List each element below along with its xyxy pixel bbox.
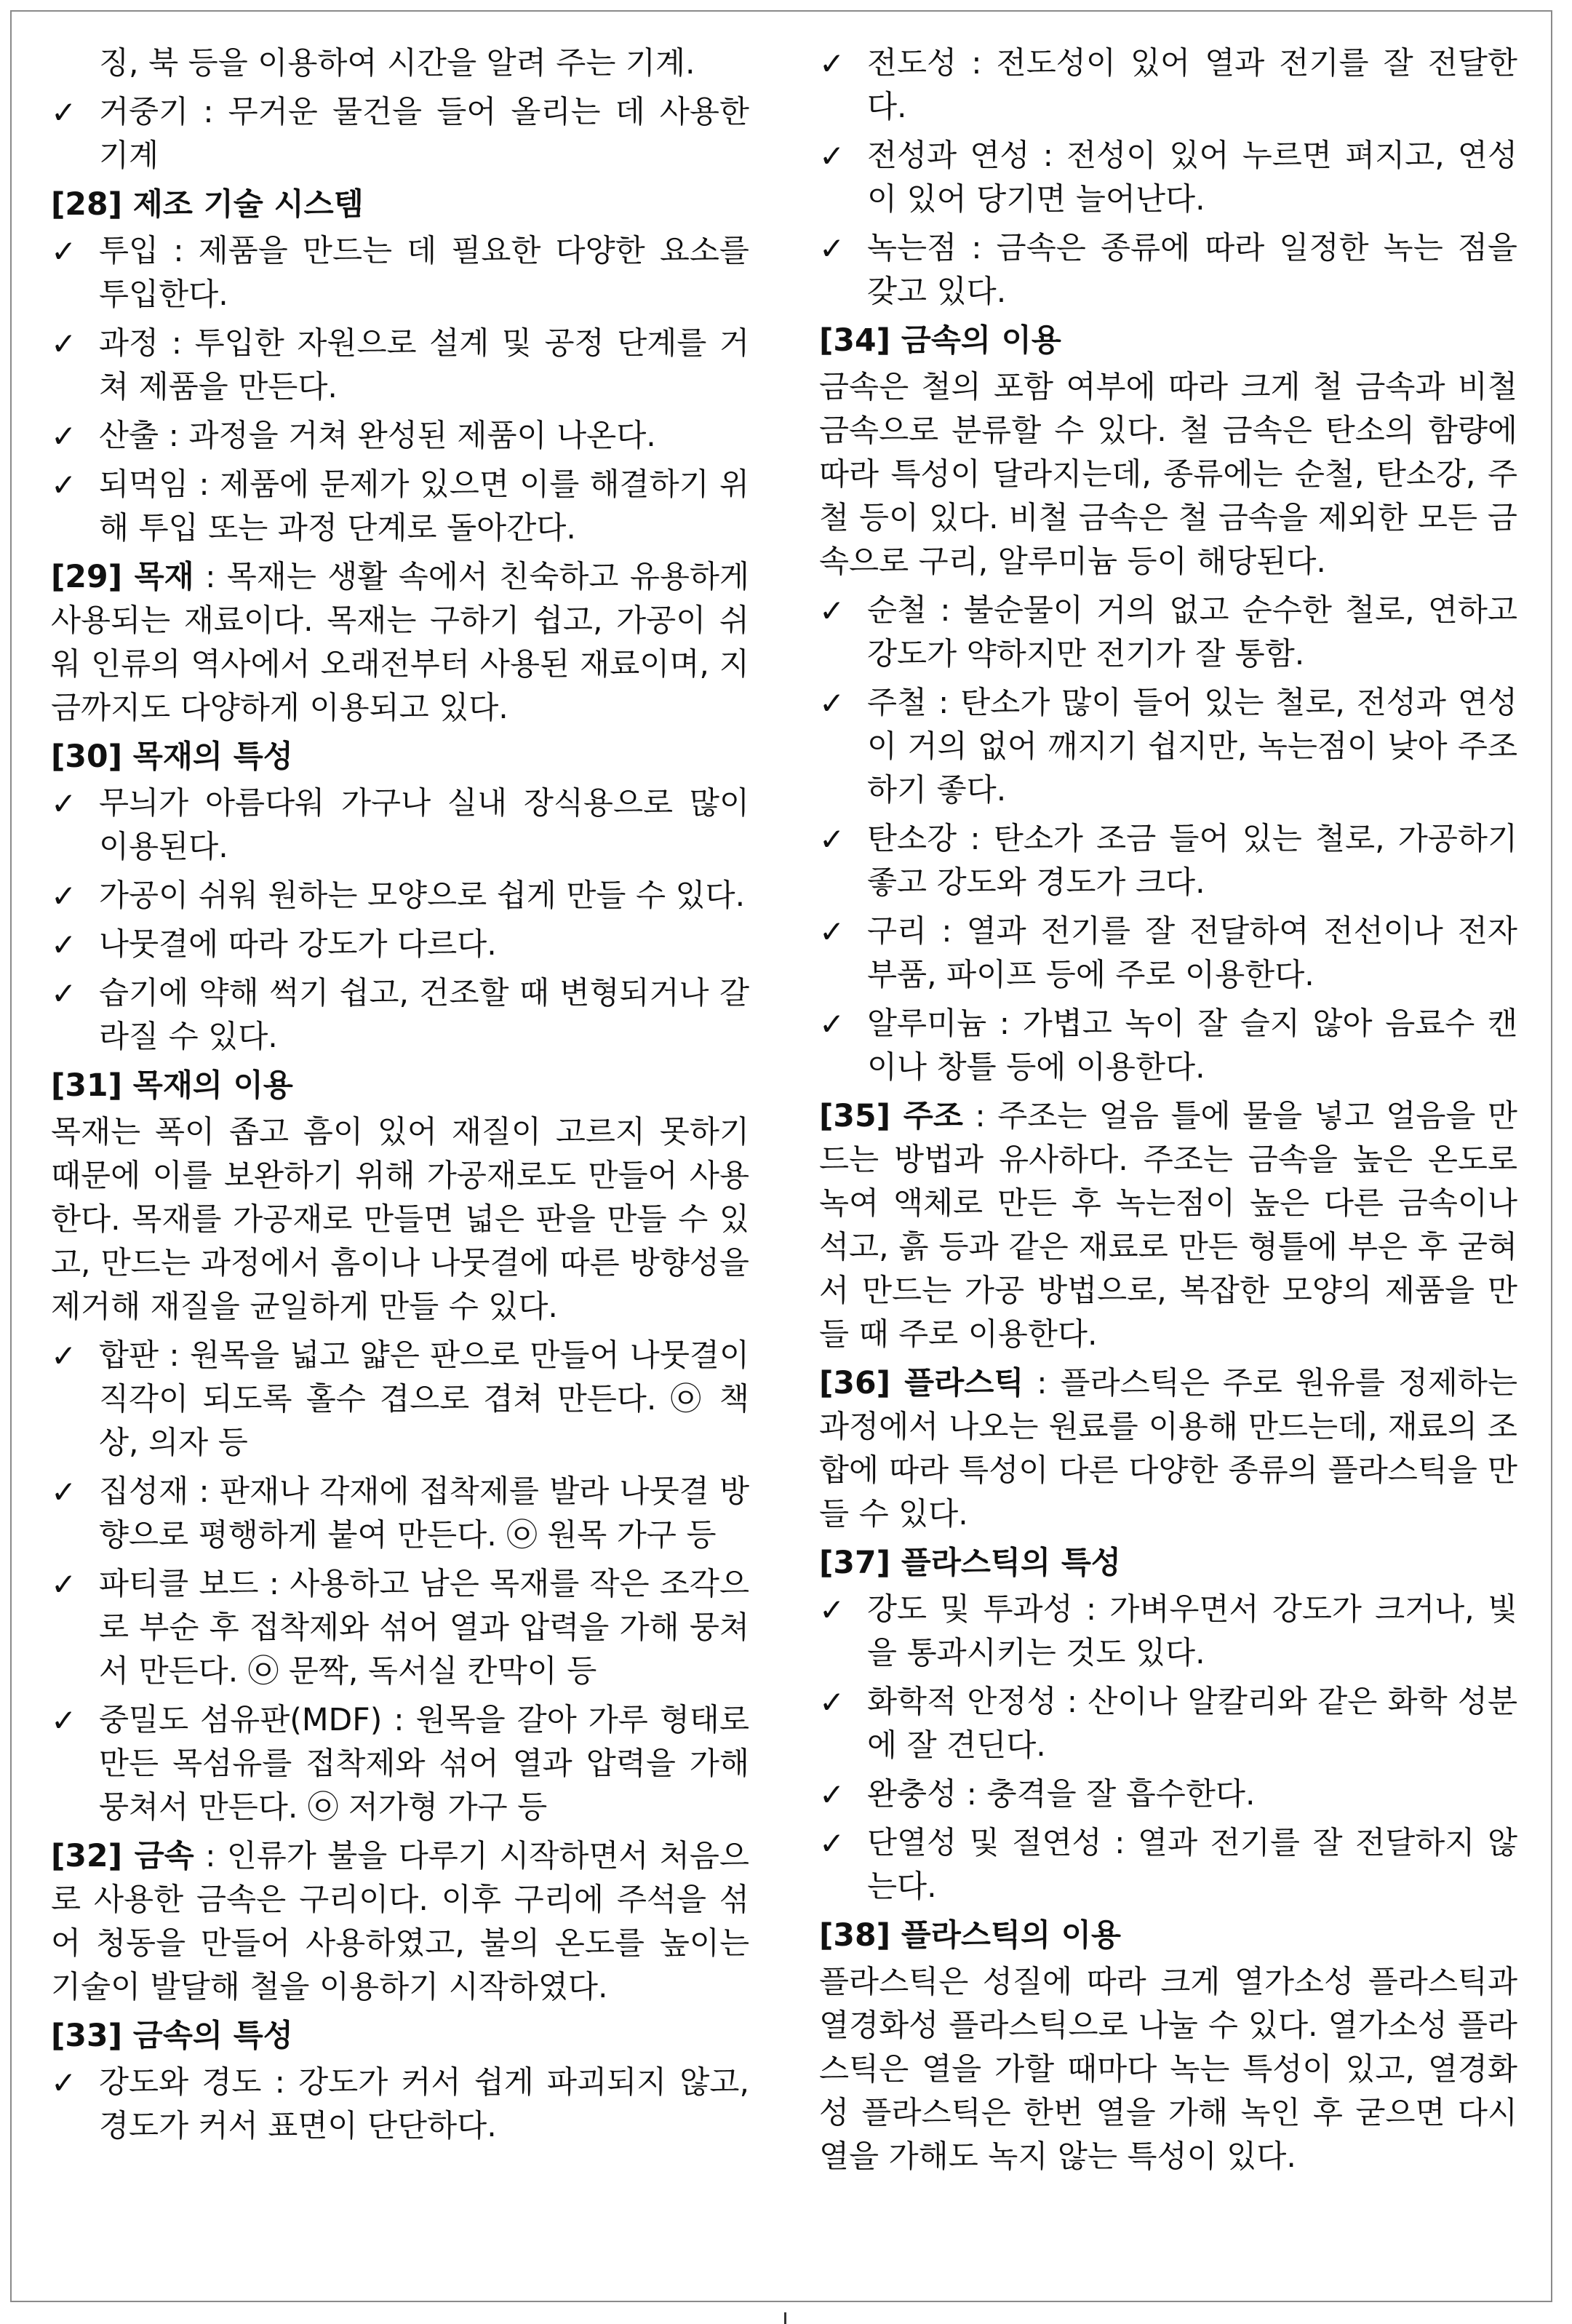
list-item: ✓ 파티클 보드 : 사용하고 남은 목재를 작은 조각으로 부순 후 접착제와 섞어 열과 압력을 가해 뭉쳐서 만든다. ㉧ 문짝, 독서실 칸막이 등 bbox=[51, 1563, 749, 1694]
page-footer-mark bbox=[784, 2312, 786, 2324]
list-item-crane: ✓ 거중기 : 무거운 물건을 들어 올리는 데 사용한 기계 bbox=[51, 91, 749, 178]
paragraph-35 bbox=[819, 1095, 1517, 1357]
paragraph-body: : 주조는 얼음 틀에 물을 넣고 얼음을 만드는 방법과 유사하다. 주조는 금속을 높은 온도로 녹여 액체로 만든 후 녹는점이 높은 다른 금속이나 석고, 흙 등과 같은 재료로 만든 형틀에 부은 후 굳혀서 만드는 가공 방법으로, 복잡한 모양의 제품을 만들 때 주로 이용한다. bbox=[819, 1099, 1517, 1353]
list-item: ✓ 집성재 : 판재나 각재에 접착제를 발라 나뭇결 방향으로 평행하게 붙여 만든다. ㉧ 원목 가구 등 bbox=[51, 1471, 749, 1558]
list-item: ✓ 합판 : 원목을 넓고 얇은 판으로 만들어 나뭇결이 직각이 되도록 홀수 겹으로 겹쳐 만든다. ㉧ 책상, 의자 등 bbox=[51, 1334, 749, 1465]
list-item: ✓ 과정 : 투입한 자원으로 설계 및 공정 단계를 거쳐 제품을 만든다. bbox=[51, 322, 749, 410]
paragraph-29 bbox=[51, 556, 749, 731]
section-heading-35: [35] 주조 bbox=[819, 1099, 963, 1134]
list-item: ✓ 단열성 및 절연성 : 열과 전기를 잘 전달하지 않는다. bbox=[819, 1822, 1517, 1909]
list-item: ✓ 습기에 약해 썩기 쉽고, 건조할 때 변형되거나 갈라질 수 있다. bbox=[51, 972, 749, 1059]
section-heading-28: [28] 제조 기술 시스템 bbox=[51, 187, 364, 223]
list-item: ✓ 화학적 안정성 : 산이나 알칼리와 같은 화학 성분에 잘 견딘다. bbox=[819, 1681, 1517, 1768]
list-item: ✓ 순철 : 불순물이 거의 없고 순수한 철로, 연하고 강도가 약하지만 전기가 잘 통함. bbox=[819, 589, 1517, 677]
list-item: ✓ 산출 : 과정을 거쳐 완성된 제품이 나온다. bbox=[51, 415, 749, 458]
list-item: ✓ 탄소강 : 탄소가 조금 들어 있는 철로, 가공하기 좋고 강도와 경도가 크다. bbox=[819, 818, 1517, 905]
right-column bbox=[819, 42, 1517, 2184]
section-heading-38: [38] 플라스틱의 이용 bbox=[819, 1918, 1121, 1954]
section-heading-32: [32] 금속 bbox=[51, 1839, 194, 1874]
list-item: ✓ 전도성 : 전도성이 있어 열과 전기를 잘 전달한다. bbox=[819, 42, 1517, 130]
list-item: ✓ 나뭇결에 따라 강도가 다르다. bbox=[51, 923, 749, 967]
paragraph-38: 플라스틱은 성질에 따라 크게 열가소성 플라스틱과 열경화성 플라스틱으로 나눌 수 있다. 열가소성 플라스틱은 열을 가할 때마다 녹는 특성이 있고, 열경화성 플라스틱은 한번 열을 가해 녹인 후 굳으면 다시 열을 가해도 녹지 않는 특성이 있다. bbox=[819, 1965, 1517, 2175]
paragraph-31: 목재는 폭이 좁고 흠이 있어 재질이 고르지 못하기 때문에 이를 보완하기 위해 가공재로도 만들어 사용한다. 목재를 가공재로 만들면 넓은 판을 만들 수 있고, 만드는 과정에서 흠이나 나뭇결에 따른 방향성을 제거해 재질을 균일하게 만들 수 있다. bbox=[51, 1115, 749, 1325]
list-item: ✓ 구리 : 열과 전기를 잘 전달하여 전선이나 전자 부품, 파이프 등에 주로 이용한다. bbox=[819, 910, 1517, 998]
list-item: ✓ 주철 : 탄소가 많이 들어 있는 철로, 전성과 연성이 거의 없어 깨지기 쉽지만, 녹는점이 낮아 주조하기 좋다. bbox=[819, 682, 1517, 813]
list-item: ✓ 전성과 연성 : 전성이 있어 누르면 펴지고, 연성이 있어 당기면 늘어난다. bbox=[819, 135, 1517, 222]
list-item: ✓ 가공이 쉬워 원하는 모양으로 쉽게 만들 수 있다. bbox=[51, 875, 749, 918]
paragraph-32 bbox=[51, 1835, 749, 2010]
paragraph-body: : 플라스틱은 주로 원유를 정제하는 과정에서 나오는 원료를 이용해 만드는데, 재료의 조합에 따라 특성이 다른 다양한 종류의 플라스틱을 만들 수 있다. bbox=[819, 1366, 1517, 1532]
section-heading-33: [33] 금속의 특성 bbox=[51, 2018, 293, 2054]
list-item: ✓ 무늬가 아름다워 가구나 실내 장식용으로 많이 이용된다. bbox=[51, 782, 749, 869]
clock-definition-continuation: 징, 북 등을 이용하여 시간을 알려 주는 기계. bbox=[99, 46, 695, 81]
paragraph-body: : 목재는 생활 속에서 친숙하고 유용하게 사용되는 재료이다. 목재는 구하기 쉽고, 가공이 쉬워 인류의 역사에서 오래전부터 사용된 재료이며, 지금까지도 다양하게 이용되고 있다. bbox=[51, 560, 749, 726]
list-item: ✓ 알루미늄 : 가볍고 녹이 잘 슬지 않아 음료수 캔이나 창틀 등에 이용한다. bbox=[819, 1003, 1517, 1090]
left-column bbox=[51, 42, 749, 2154]
list-item: ✓ 중밀도 섬유판(MDF) : 원목을 갈아 가루 형태로 만든 목섬유를 접착제와 섞어 열과 압력을 가해 뭉쳐서 만든다. ㉧ 저가형 가구 등 bbox=[51, 1699, 749, 1830]
paragraph-body: : 인류가 불을 다루기 시작하면서 처음으로 사용한 금속은 구리이다. 이후 구리에 주석을 섞어 청동을 만들어 사용하였고, 불의 온도를 높이는 기술이 발달해 철을 이용하기 시작하였다. bbox=[51, 1839, 749, 2005]
paragraph-36 bbox=[819, 1362, 1517, 1537]
list-item: ✓ 강도 및 투과성 : 가벼우면서 강도가 크거나, 빛을 통과시키는 것도 있다. bbox=[819, 1588, 1517, 1676]
list-item: ✓ 되먹임 : 제품에 문제가 있으면 이를 해결하기 위해 투입 또는 과정 단계로 돌아간다. bbox=[51, 463, 749, 551]
list-item: ✓ 강도와 경도 : 강도가 커서 쉽게 파괴되지 않고, 경도가 커서 표면이 단단하다. bbox=[51, 2061, 749, 2149]
section-heading-31: [31] 목재의 이용 bbox=[51, 1068, 293, 1104]
section-heading-30: [30] 목재의 특성 bbox=[51, 739, 293, 775]
section-heading-36: [36] 플라스틱 bbox=[819, 1366, 1024, 1401]
paragraph-34: 금속은 철의 포함 여부에 따라 크게 철 금속과 비철 금속으로 분류할 수 있다. 철 금속은 탄소의 함량에 따라 특성이 달라지는데, 종류에는 순철, 탄소강, 주철 등이 있다. 비철 금속은 철 금속을 제외한 모든 금속으로 구리, 알루미늄 등이 해당된다. bbox=[819, 370, 1517, 580]
list-item: ✓ 투입 : 제품을 만드는 데 필요한 다양한 요소를 투입한다. bbox=[51, 230, 749, 317]
list-item: ✓ 녹는점 : 금속은 종류에 따라 일정한 녹는 점을 갖고 있다. bbox=[819, 227, 1517, 314]
section-heading-37: [37] 플라스틱의 특성 bbox=[819, 1545, 1121, 1581]
list-item: ✓ 완충성 : 충격을 잘 흡수한다. bbox=[819, 1773, 1517, 1817]
section-heading-29: [29] 목재 bbox=[51, 560, 194, 595]
section-heading-34: [34] 금속의 이용 bbox=[819, 323, 1061, 359]
